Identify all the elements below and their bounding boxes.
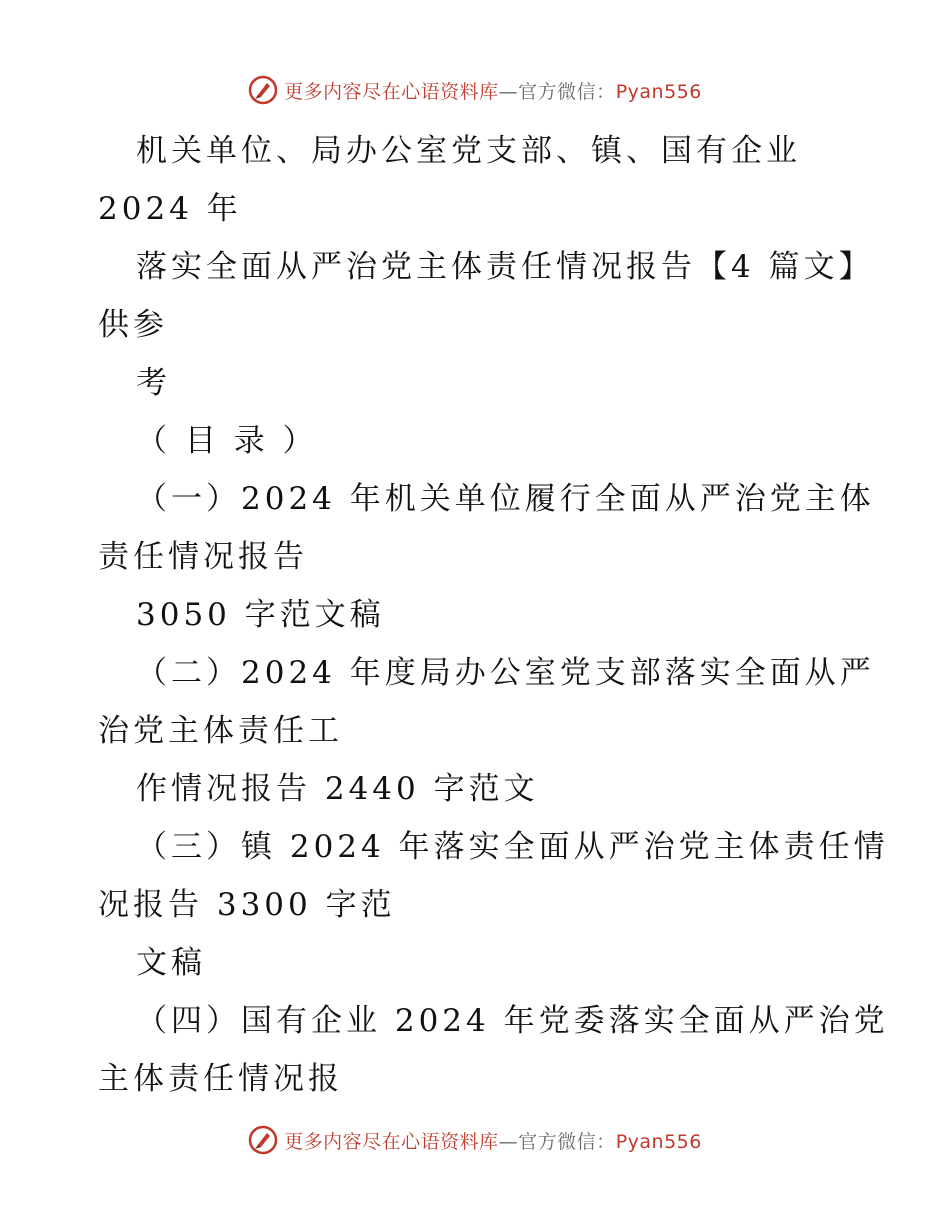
doc-line: 落实全面从严治党主体责任情况报告【4 篇文】	[136, 249, 874, 285]
watermark-text: 更多内容尽在心语资料库—官方微信：Pyan556	[284, 1130, 702, 1153]
doc-line: 考	[136, 365, 171, 401]
toc-item-cont: 况报告 3300 字范	[98, 887, 396, 923]
doc-line: 2024 年	[98, 191, 242, 227]
doc-line: 供参	[98, 307, 168, 343]
toc-item: （四）国有企业 2024 年党委落实全面从严治党	[136, 1003, 889, 1039]
toc-item-cont: 作情况报告 2440 字范文	[136, 771, 539, 807]
document-body	[98, 122, 889, 1108]
doc-line: 机关单位、局办公室党支部、镇、国有企业	[136, 133, 801, 169]
toc-heading: （ 目 录 ）	[136, 423, 318, 459]
toc-item: （一）2024 年机关单位履行全面从严治党主体	[136, 481, 875, 517]
toc-item-cont: 责任情况报告	[98, 539, 308, 575]
toc-item: （三）镇 2024 年落实全面从严治党主体责任情	[136, 829, 889, 865]
toc-item: （二）2024 年度局办公室党支部落实全面从严	[136, 655, 875, 691]
watermark-banner-top	[0, 70, 950, 110]
toc-item-cont: 治党主体责任工	[98, 713, 343, 749]
watermark-banner-bottom	[0, 1120, 950, 1160]
pen-logo-icon	[248, 75, 278, 105]
toc-item-cont: 文稿	[136, 945, 206, 981]
watermark-text: 更多内容尽在心语资料库—官方微信：Pyan556	[284, 80, 702, 103]
toc-item-cont: 主体责任情况报	[98, 1061, 343, 1097]
toc-item-cont: 3050 字范文稿	[136, 597, 385, 633]
pen-logo-icon	[248, 1125, 278, 1155]
